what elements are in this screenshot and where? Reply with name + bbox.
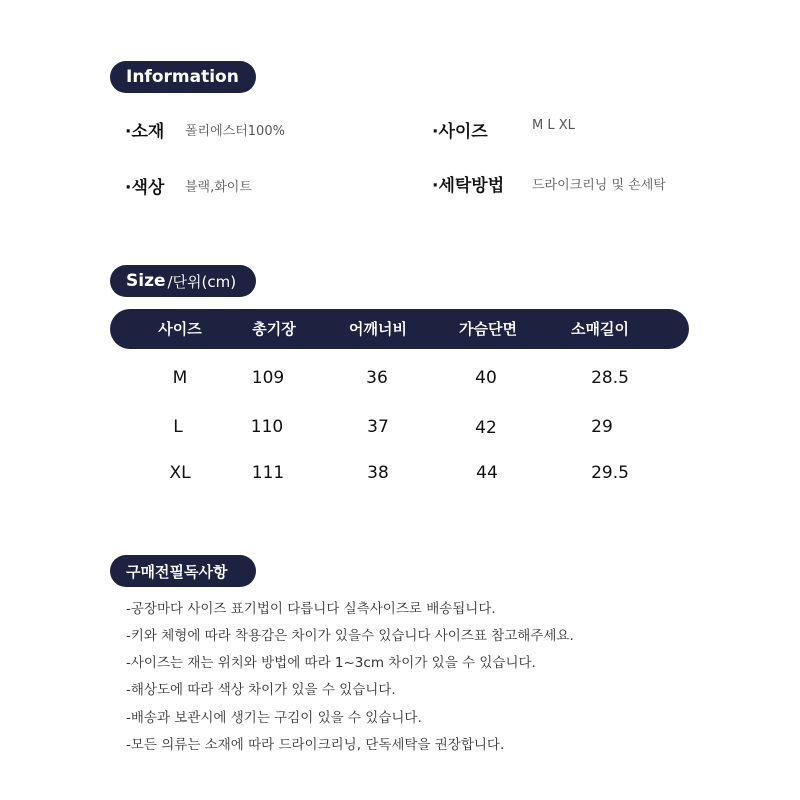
col-header-sleeve: 소매길이 xyxy=(571,320,629,338)
cell-size: L xyxy=(173,417,183,437)
cell-sleeve: 29.5 xyxy=(591,463,629,483)
cell-length: 110 xyxy=(250,417,284,437)
cell-shoulder: 36 xyxy=(366,368,388,388)
information-heading xyxy=(110,61,256,93)
list-item: -사이즈는 재는 위치와 방법에 따라 1~3cm 차이가 있을 수 있습니다. xyxy=(126,655,536,671)
cell-shoulder: 37 xyxy=(367,417,389,437)
list-item: -모든 의류는 소재에 따라 드라이크리닝, 단독세탁을 권장합니다. xyxy=(126,737,505,753)
information-title: Information xyxy=(126,67,239,87)
cell-chest: 40 xyxy=(475,368,497,388)
cell-shoulder: 38 xyxy=(367,463,389,483)
info-color-key: ·색상 xyxy=(125,178,165,198)
col-header-length: 총기장 xyxy=(252,320,296,338)
cell-length: 109 xyxy=(251,368,285,388)
info-size-value: M L XL xyxy=(532,118,575,133)
notice-heading xyxy=(110,555,256,587)
info-color-row xyxy=(125,173,252,198)
info-size-key: ·사이즈 xyxy=(432,122,488,142)
info-material-key: ·소재 xyxy=(125,122,165,142)
cell-sleeve: 28.5 xyxy=(591,368,629,388)
cell-size: XL xyxy=(169,463,191,483)
cell-length: 111 xyxy=(251,463,285,483)
info-size-row xyxy=(432,117,575,142)
size-heading xyxy=(110,265,256,297)
info-wash-value: 드라이크리닝 및 손세탁 xyxy=(532,178,666,193)
list-item: -배송과 보관시에 생기는 구김이 있을 수 있습니다. xyxy=(126,710,422,726)
col-header-shoulder: 어깨너비 xyxy=(349,320,407,338)
info-material-value: 폴리에스터100% xyxy=(185,124,285,139)
cell-chest: 44 xyxy=(476,463,498,483)
cell-sleeve: 29 xyxy=(591,417,613,437)
col-header-chest: 가슴단면 xyxy=(459,320,517,338)
size-unit: /단위(cm) xyxy=(167,272,237,291)
notice-title: 구매전필독사항 xyxy=(126,562,228,581)
cell-size: M xyxy=(172,368,188,388)
col-header-size: 사이즈 xyxy=(158,320,202,338)
info-color-value: 블랙,화이트 xyxy=(185,180,252,195)
info-material-row xyxy=(125,117,285,142)
list-item: -해상도에 따라 색상 차이가 있을 수 있습니다. xyxy=(126,682,396,698)
list-item: -공장마다 사이즈 표기법이 다릅니다 실측사이즈로 배송됩니다. xyxy=(126,601,496,617)
info-wash-key: ·세탁방법 xyxy=(432,176,505,196)
list-item: -키와 체형에 따라 착용감은 차이가 있을수 있습니다 사이즈표 참고해주세요. xyxy=(126,628,574,644)
size-title: Size xyxy=(126,271,166,291)
size-table-header xyxy=(110,309,689,349)
info-wash-row xyxy=(432,171,666,196)
cell-chest: 42 xyxy=(475,418,497,438)
